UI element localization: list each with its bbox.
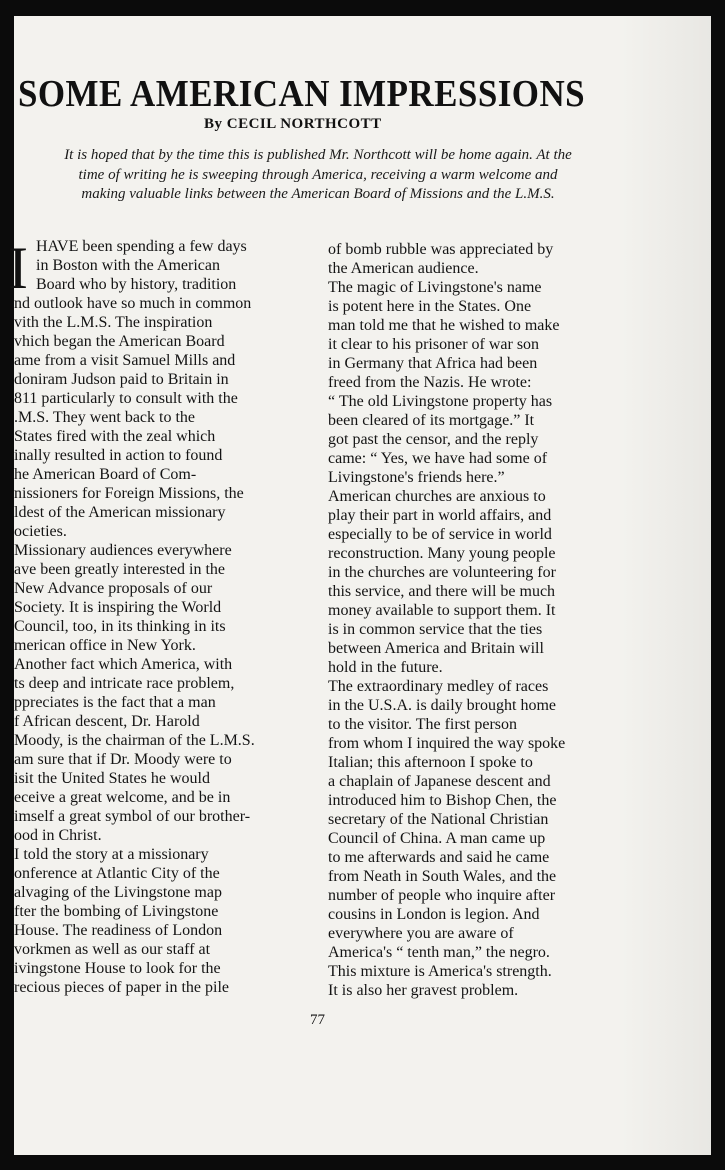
article-title: SOME AMERICAN IMPRESSIONS <box>18 73 586 115</box>
text-line: is potent here in the States. One <box>328 298 532 315</box>
text-line: The extraordinary medley of races <box>328 678 549 695</box>
text-line: It is also her gravest problem. <box>328 982 519 999</box>
text-line: ave been greatly interested in the <box>14 561 226 578</box>
text-line: States fired with the zeal which <box>14 428 216 445</box>
text-line: isit the United States he would <box>14 770 210 787</box>
text-line: inally resulted in action to found <box>14 447 223 464</box>
text-line: play their part in world affairs, and <box>328 507 552 524</box>
text-line: nissioners for Foreign Missions, the <box>14 485 244 502</box>
intro-note: It is hoped that by the time this is published Mr. Northcott will be home again. At the time of writing he is sweeping through America, receiving a warm welcome and making valuable links between the American Board of Missions and the L.M.S. <box>64 147 572 202</box>
text-line: doniram Judson paid to Britain in <box>14 371 229 388</box>
text-line: reconstruction. Many young people <box>328 545 556 562</box>
text-line: Council, too, in its thinking in its <box>14 618 226 635</box>
text-line: Another fact which America, with <box>14 656 233 673</box>
text-line: New Advance proposals of our <box>14 580 213 597</box>
text-line: onference at Atlantic City of the <box>14 865 220 882</box>
text-line: “ The old Livingstone property has <box>328 393 553 410</box>
page-number: 77 <box>310 1012 325 1028</box>
text-line: between America and Britain will <box>328 640 544 657</box>
text-line: f African descent, Dr. Harold <box>14 713 200 730</box>
text-line: eceive a great welcome, and be in <box>14 789 231 806</box>
text-line: am sure that if Dr. Moody were to <box>14 751 232 768</box>
text-line: came: “ Yes, we have had some of <box>328 450 548 467</box>
text-line: this service, and there will be much <box>328 583 556 600</box>
text-line: cousins in London is legion. And <box>328 906 540 923</box>
text-line: in Boston with the American <box>36 257 220 274</box>
text-line: from Neath in South Wales, and the <box>328 868 557 885</box>
text-line: Council of China. A man came up <box>328 830 546 847</box>
text-line: ivingstone House to look for the <box>14 960 221 977</box>
text-line: Missionary audiences everywhere <box>14 542 232 559</box>
text-line: I told the story at a missionary <box>14 846 209 863</box>
text-line: recious pieces of paper in the pile <box>14 979 230 996</box>
text-line: freed from the Nazis. He wrote: <box>328 374 532 391</box>
text-line: vhich began the American Board <box>14 333 225 350</box>
text-line: House. The readiness of London <box>14 922 223 939</box>
text-line: everywhere you are aware of <box>328 925 514 942</box>
text-line: got past the censor, and the reply <box>328 431 539 448</box>
text-line: secretary of the National Christian <box>328 811 549 828</box>
text-line: imself a great symbol of our brother- <box>14 808 251 825</box>
text-line: alvaging of the Livingstone map <box>14 884 222 901</box>
text-line: a chaplain of Japanese descent and <box>328 773 551 790</box>
text-line: ldest of the American missionary <box>14 504 226 521</box>
text-line: vorkmen as well as our staff at <box>14 941 211 958</box>
text-line: merican office in New York. <box>14 637 196 654</box>
text-line: Moody, is the chairman of the L.M.S. <box>14 732 255 749</box>
text-line: he American Board of Com- <box>14 466 197 483</box>
text-line: ppreciates is the fact that a man <box>14 694 216 711</box>
text-line: Society. It is inspiring the World <box>14 599 222 616</box>
magazine-page <box>8 16 711 1155</box>
text-line: 811 particularly to consult with the <box>14 390 238 407</box>
text-line: .M.S. They went back to the <box>14 409 196 426</box>
text-line: Livingstone's friends here.” <box>328 469 505 486</box>
text-line: HAVE been spending a few days <box>36 238 247 255</box>
text-line: ocieties. <box>14 523 67 540</box>
page-shadow <box>621 16 711 1155</box>
text-line: The magic of Livingstone's name <box>328 279 542 296</box>
text-line: in the U.S.A. is daily brought home <box>328 697 556 714</box>
text-line: nd outlook have so much in common <box>14 295 252 312</box>
text-line: introduced him to Bishop Chen, the <box>328 792 557 809</box>
text-line: in Germany that Africa had been <box>328 355 538 372</box>
text-line: the American audience. <box>328 260 479 277</box>
text-line: to the visitor. The first person <box>328 716 518 733</box>
text-line: been cleared of its mortgage.” It <box>328 412 535 429</box>
text-line: from whom I inquired the way spoke <box>328 735 566 752</box>
text-line: ts deep and intricate race problem, <box>14 675 235 692</box>
text-line: in the churches are volunteering for <box>328 564 556 581</box>
text-line: Italian; this afternoon I spoke to <box>328 754 533 771</box>
text-line: money available to support them. It <box>328 602 556 619</box>
byline: By CECIL NORTHCOTT <box>204 116 382 132</box>
right-column <box>328 240 623 1000</box>
text-line: American churches are anxious to <box>328 488 546 505</box>
text-line: to me afterwards and said he came <box>328 849 550 866</box>
drop-cap: I <box>8 235 28 301</box>
text-line: of bomb rubble was appreciated by <box>328 241 554 258</box>
text-line: Board who by history, tradition <box>36 276 237 293</box>
text-line: ame from a visit Samuel Mills and <box>14 352 236 369</box>
text-line: ood in Christ. <box>14 827 102 844</box>
text-line: is in common service that the ties <box>328 621 543 638</box>
text-line: man told me that he wished to make <box>328 317 560 334</box>
text-line: number of people who inquire after <box>328 887 556 904</box>
text-line: fter the bombing of Livingstone <box>14 903 219 920</box>
text-line: vith the L.M.S. The inspiration <box>14 314 213 331</box>
text-line: This mixture is America's strength. <box>328 963 552 980</box>
text-line: America's “ tenth man,” the negro. <box>328 944 550 961</box>
text-line: especially to be of service in world <box>328 526 552 543</box>
left-column <box>14 237 304 997</box>
text-line: hold in the future. <box>328 659 443 676</box>
text-line: it clear to his prisoner of war son <box>328 336 540 353</box>
